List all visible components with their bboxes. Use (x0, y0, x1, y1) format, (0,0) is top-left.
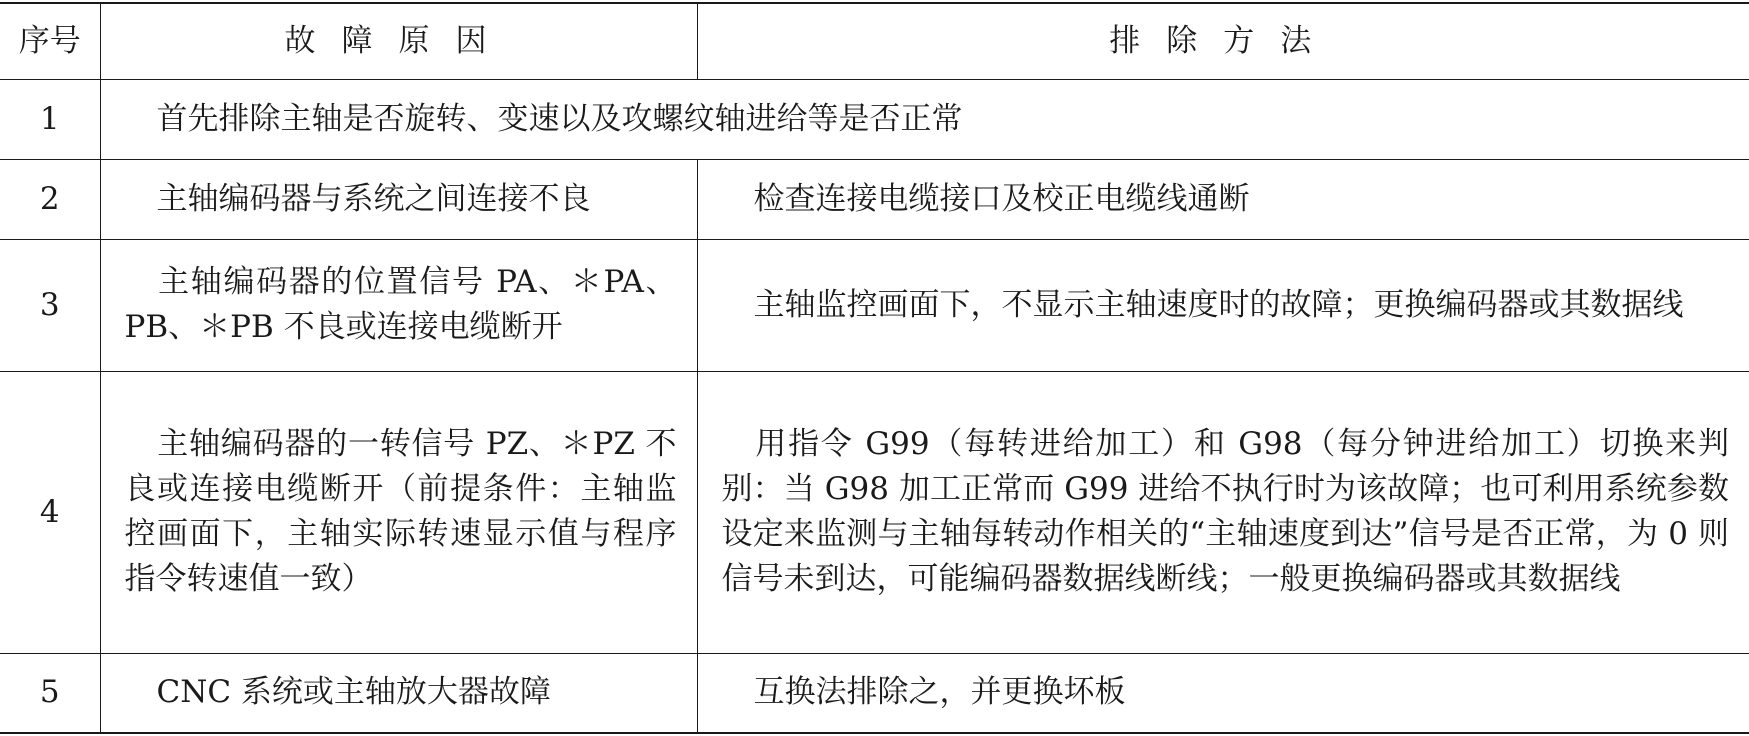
method-text: 检查连接电缆接口及校正电缆线通断 (753, 180, 1250, 217)
method-text: 主轴监控画面下，不显示主轴速度时的故障；更换编码器或其数据线 (753, 286, 1684, 323)
cause-text: 主轴编码器的一转信号 PZ、＊PZ 不良或连接电缆断开（前提条件：主轴监控画面下，主轴实际转速显示值与程序指令转速值一致） (124, 426, 677, 597)
table-row (0, 79, 1749, 159)
table-row (0, 239, 1749, 371)
method-text: 用指令 G99（每转进给加工）和 G98（每分钟进给加工）切换来判别：当 G98 加工正常而 G99 进给不执行时为该故障；也可利用系统参数设定来监测与主轴每转动作相关的“主轴速度到达”信号是否正常，为 0 则信号未到达，可能编码器数据线断线；一般更换编码器或其数据线 (721, 426, 1729, 597)
row-number: 5 (0, 653, 100, 733)
fault-table (0, 2, 1749, 734)
table-row (0, 159, 1749, 239)
cause-text: 主轴编码器与系统之间连接不良 (156, 180, 591, 217)
cause-cell (100, 159, 697, 239)
row-text: 首先排除主轴是否旋转、变速以及攻螺纹轴进给等是否正常 (156, 100, 963, 137)
method-cell (697, 371, 1749, 653)
header-cause: 故障原因 (100, 3, 697, 79)
cause-cell (100, 653, 697, 733)
row-number: 3 (0, 239, 100, 371)
method-cell (697, 239, 1749, 371)
cause-text: 主轴编码器的位置信号 PA、＊PA、PB、＊PB 不良或连接电缆断开 (124, 264, 677, 345)
cause-text: CNC 系统或主轴放大器故障 (156, 674, 551, 711)
table-row (0, 653, 1749, 733)
table-row (0, 371, 1749, 653)
row-merged-cell (100, 79, 1749, 159)
method-cell (697, 159, 1749, 239)
method-cell (697, 653, 1749, 733)
header-method: 排除方法 (697, 3, 1749, 79)
row-number: 2 (0, 159, 100, 239)
header-row (0, 3, 1749, 79)
cause-cell (100, 371, 697, 653)
method-text: 互换法排除之，并更换坏板 (753, 674, 1126, 711)
header-no: 序号 (0, 3, 100, 79)
row-number: 4 (0, 371, 100, 653)
row-number: 1 (0, 79, 100, 159)
cause-cell (100, 239, 697, 371)
